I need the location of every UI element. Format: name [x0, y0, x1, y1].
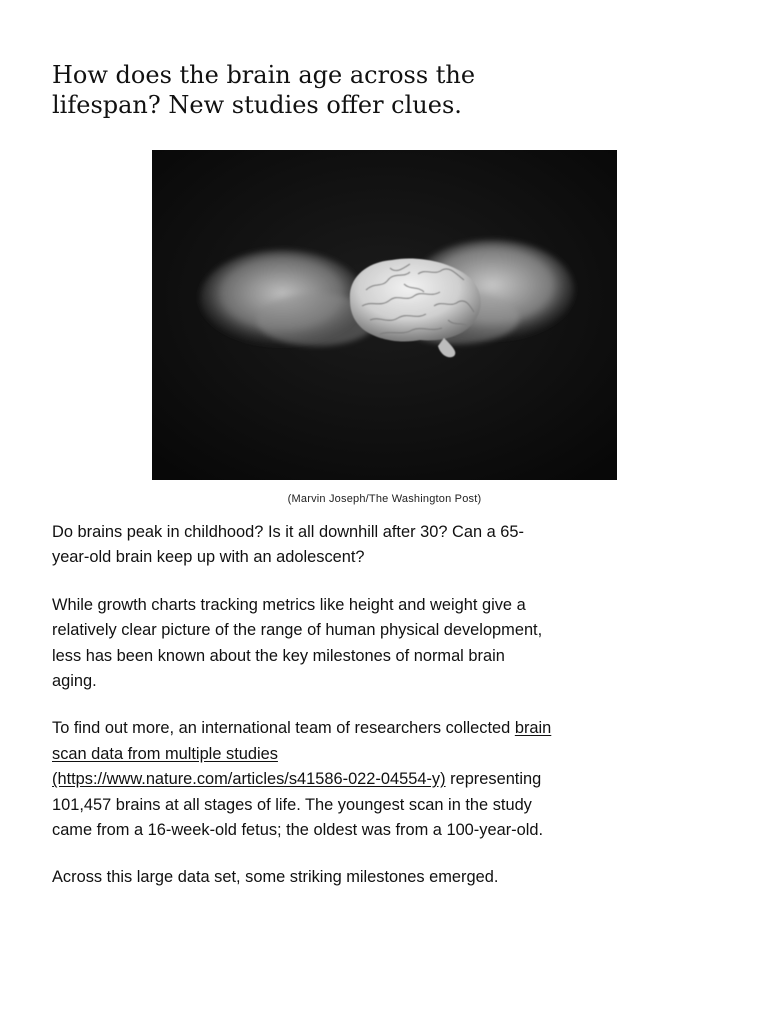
- article-header: [52, 60, 552, 120]
- paragraph-4: Across this large data set, some striking milestones emerged.: [52, 868, 499, 887]
- article-photo: [152, 150, 617, 480]
- study-link[interactable]: brain scan data from multiple studies: [52, 719, 552, 763]
- article-headline: [52, 60, 522, 120]
- photo-caption: (Marvin Joseph/The Washington Post): [287, 493, 482, 505]
- paragraph-3-intro: To find out more, an international team of researchers collected: [52, 719, 515, 738]
- study-url-link[interactable]: (https://www.nature.com/articles/s41586-022-04554-y): [52, 770, 446, 789]
- headline-line-2: lifespan? New studies offer clues.: [52, 91, 462, 119]
- headline-line-1: How does the brain age across the: [52, 61, 476, 89]
- paragraph-3: [52, 716, 552, 843]
- paragraph-2: While growth charts tracking metrics like height and weight give a relatively clear picture of the range of human physical development, less has been known about the key milestones of normal brain aging.: [52, 595, 543, 691]
- paragraph-1: Do brains peak in childhood? Is it all downhill after 30? Can a 65-year-old brain keep up with an adolescent?: [52, 523, 524, 567]
- paragraph-3-rest: representing 101,457 brains at all stages of life. The youngest scan in the study came from a 16-week-old fetus; the oldest was from a 100-year-old.: [52, 770, 544, 840]
- article-body: [52, 520, 552, 913]
- brain-in-hands-image: [152, 150, 617, 480]
